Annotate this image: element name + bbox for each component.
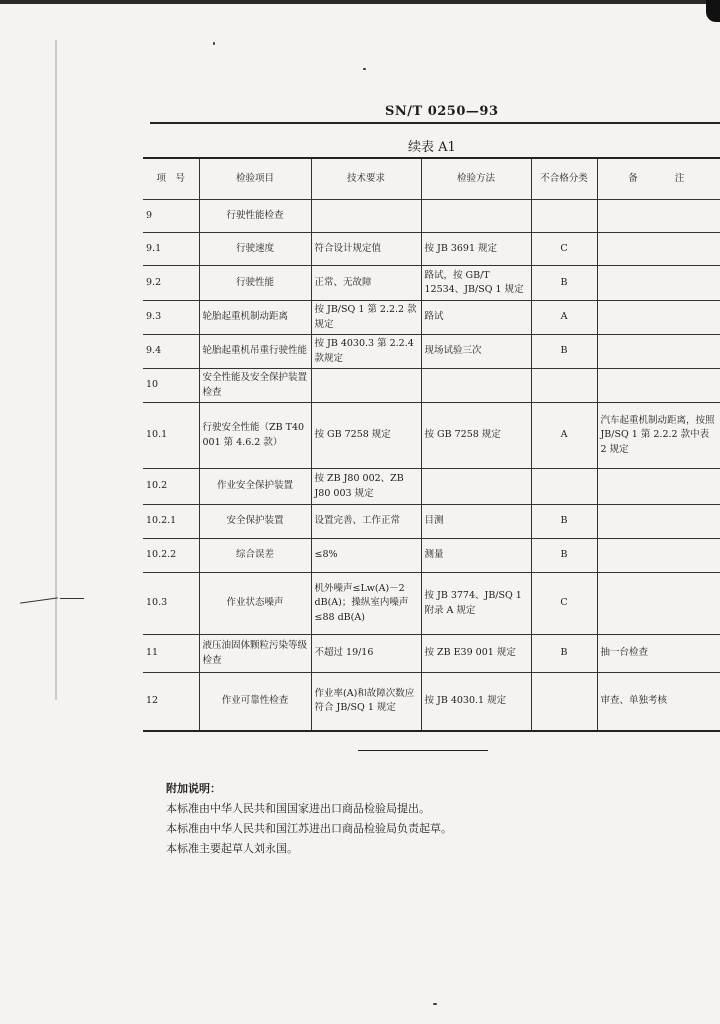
- table-row: [143, 335, 720, 369]
- remark: [597, 469, 720, 505]
- remark: [597, 505, 720, 539]
- inspection-method: 目测: [421, 505, 531, 539]
- remark: [597, 233, 720, 266]
- additional-notes: [166, 779, 452, 859]
- inspection-method: 路试: [421, 301, 531, 335]
- inspection-item: 行驶性能: [199, 266, 311, 301]
- scan-speck: [433, 1003, 437, 1005]
- technical-requirement: 符合设计规定值: [311, 233, 421, 266]
- nonconformity-class: B: [531, 539, 597, 573]
- technical-requirement: 作业率(A)和故障次数应符合 JB/SQ 1 规定: [311, 673, 421, 731]
- item-number: 10.2.2: [143, 539, 199, 573]
- inspection-method: 按 JB 3774、JB/SQ 1 附录 A 规定: [421, 573, 531, 635]
- inspection-item: 行驶安全性能（ZB T40 001 第 4.6.2 款）: [199, 403, 311, 469]
- scan-edge-top: [0, 0, 720, 4]
- nonconformity-class: A: [531, 301, 597, 335]
- scan-stray-mark: [60, 598, 84, 599]
- table-row: [143, 573, 720, 635]
- item-number: 9.4: [143, 335, 199, 369]
- table-row: [143, 233, 720, 266]
- nonconformity-class: [531, 369, 597, 403]
- table-row: [143, 505, 720, 539]
- table-row: [143, 539, 720, 573]
- item-number: 12: [143, 673, 199, 731]
- item-number: 10.1: [143, 403, 199, 469]
- nonconformity-class: [531, 469, 597, 505]
- technical-requirement: ≤8%: [311, 539, 421, 573]
- nonconformity-class: A: [531, 403, 597, 469]
- header-rule: [150, 122, 720, 124]
- nonconformity-class: [531, 200, 597, 233]
- inspection-method: 按 JB 4030.1 规定: [421, 673, 531, 731]
- remark: 汽车起重机制动距离，按照 JB/SQ 1 第 2.2.2 款中表 2 规定: [597, 403, 720, 469]
- remark: [597, 539, 720, 573]
- item-number: 10.2.1: [143, 505, 199, 539]
- inspection-method: [421, 469, 531, 505]
- column-header: 检验方法: [421, 158, 531, 200]
- remark: [597, 335, 720, 369]
- item-number: 10.3: [143, 573, 199, 635]
- technical-requirement: 正常、无故障: [311, 266, 421, 301]
- nonconformity-class: B: [531, 266, 597, 301]
- column-header: 检验项目: [199, 158, 311, 200]
- technical-requirement: 按 JB 4030.3 第 2.2.4 款规定: [311, 335, 421, 369]
- inspection-method: 按 GB 7258 规定: [421, 403, 531, 469]
- item-number: 11: [143, 635, 199, 673]
- nonconformity-class: B: [531, 335, 597, 369]
- inspection-method: [421, 369, 531, 403]
- column-header: 备 注: [597, 158, 720, 200]
- technical-requirement: [311, 369, 421, 403]
- table-row: [143, 266, 720, 301]
- remark: [597, 369, 720, 403]
- item-number: 9.3: [143, 301, 199, 335]
- technical-requirement: 机外噪声≤Lw(A)－2 dB(A)；操纵室内噪声≤88 dB(A): [311, 573, 421, 635]
- notes-title: 附加说明：: [166, 782, 221, 795]
- inspection-method: 测量: [421, 539, 531, 573]
- inspection-item: 行驶速度: [199, 233, 311, 266]
- nonconformity-class: [531, 673, 597, 731]
- remark: 抽一台检查: [597, 635, 720, 673]
- notes-line: 本标准主要起草人刘永国。: [166, 842, 298, 855]
- inspection-table: [143, 157, 720, 732]
- table-row: [143, 301, 720, 335]
- technical-requirement: 按 GB 7258 规定: [311, 403, 421, 469]
- scan-stray-mark: [20, 597, 58, 603]
- notes-line: 本标准由中华人民共和国国家进出口商品检验局提出。: [166, 802, 430, 815]
- inspection-item: 液压油固体颗粒污染等级检查: [199, 635, 311, 673]
- inspection-method: [421, 200, 531, 233]
- table-row: [143, 403, 720, 469]
- remark: [597, 573, 720, 635]
- column-header: 不合格分类: [531, 158, 597, 200]
- remark: [597, 301, 720, 335]
- inspection-item: 安全保护装置: [199, 505, 311, 539]
- item-number: 10: [143, 369, 199, 403]
- item-number: 9: [143, 200, 199, 233]
- inspection-method: 路试，按 GB/T 12534、JB/SQ 1 规定: [421, 266, 531, 301]
- item-number: 9.1: [143, 233, 199, 266]
- scan-margin-shadow: [55, 40, 57, 700]
- column-header: 项 号: [143, 158, 199, 200]
- inspection-item: 轮胎起重机制动距离: [199, 301, 311, 335]
- technical-requirement: 按 ZB J80 002、ZB J80 003 规定: [311, 469, 421, 505]
- column-header: 技术要求: [311, 158, 421, 200]
- inspection-item: 作业可靠性检查: [199, 673, 311, 731]
- inspection-method: 现场试验三次: [421, 335, 531, 369]
- inspection-item: 综合误差: [199, 539, 311, 573]
- table-row: [143, 635, 720, 673]
- table-header-row: [143, 158, 720, 200]
- inspection-item: 轮胎起重机吊重行驶性能: [199, 335, 311, 369]
- technical-requirement: 设置完善、工作正常: [311, 505, 421, 539]
- technical-requirement: 不超过 19/16: [311, 635, 421, 673]
- end-rule: [358, 750, 488, 751]
- nonconformity-class: B: [531, 505, 597, 539]
- nonconformity-class: C: [531, 573, 597, 635]
- technical-requirement: 按 JB/SQ 1 第 2.2.2 款规定: [311, 301, 421, 335]
- table-row: [143, 673, 720, 731]
- table-row: [143, 469, 720, 505]
- table-row: [143, 369, 720, 403]
- remark: [597, 200, 720, 233]
- notes-line: 本标准由中华人民共和国江苏进出口商品检验局负责起草。: [166, 822, 452, 835]
- inspection-item: 行驶性能检查: [199, 200, 311, 233]
- remark: 审查、单独考核: [597, 673, 720, 731]
- nonconformity-class: C: [531, 233, 597, 266]
- inspection-method: 按 ZB E39 001 规定: [421, 635, 531, 673]
- nonconformity-class: B: [531, 635, 597, 673]
- inspection-item: 作业安全保护装置: [199, 469, 311, 505]
- item-number: 10.2: [143, 469, 199, 505]
- inspection-method: 按 JB 3691 规定: [421, 233, 531, 266]
- scan-corner: [706, 0, 720, 22]
- table-caption: 续表 A1: [408, 140, 456, 155]
- technical-requirement: [311, 200, 421, 233]
- scan-speck: [213, 42, 215, 45]
- remark: [597, 266, 720, 301]
- standard-number: SN/T 0250—93: [385, 104, 499, 119]
- inspection-item: 作业状态噪声: [199, 573, 311, 635]
- table-row: [143, 200, 720, 233]
- scan-speck: [363, 68, 366, 70]
- inspection-item: 安全性能及安全保护装置检查: [199, 369, 311, 403]
- item-number: 9.2: [143, 266, 199, 301]
